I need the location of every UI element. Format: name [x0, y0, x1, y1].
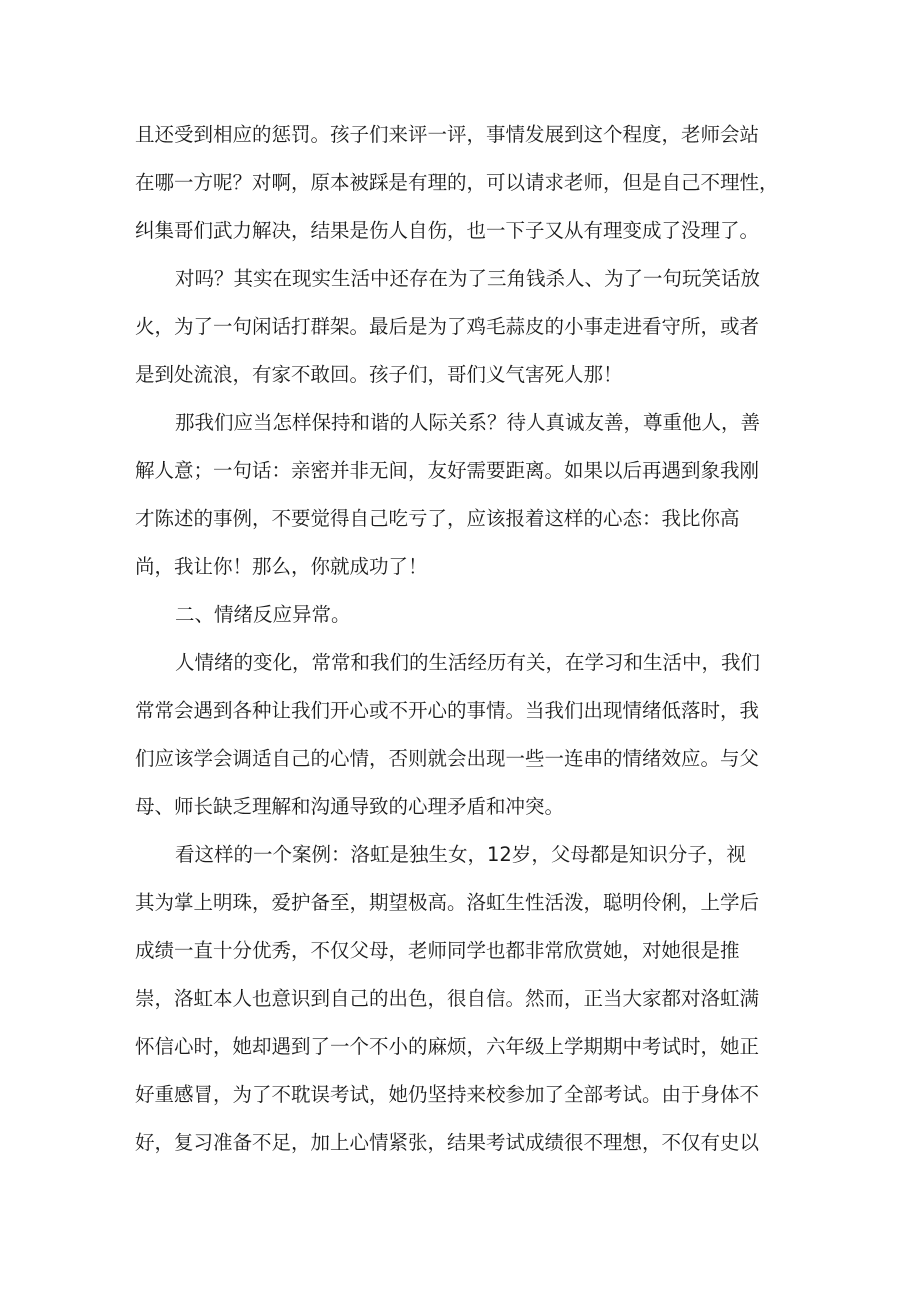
text-line: 人情绪的变化，常常和我们的生活经历有关，在学习和生活中，我们 [175, 651, 761, 674]
text-line: 常常会遇到各种让我们开心或不开心的事情。当我们出现情绪低落时，我 [135, 699, 760, 722]
text-line: 成绩一直十分优秀，不仅父母，老师同学也都非常欣赏她，对她很是推 [135, 939, 740, 962]
text-line: 尚，我让你！那么，你就成功了！ [135, 555, 428, 578]
text-line: 好重感冒，为了不耽误考试，她仍坚持来校参加了全部考试。由于身体不 [135, 1083, 760, 1106]
text-line: 其为掌上明珠，爱护备至，期望极高。洛虹生性活泼，聪明伶俐，上学后 [135, 891, 760, 914]
text-line: 在哪一方呢？对啊，原本被踩是有理的，可以请求老师，但是自己不理性， [135, 171, 779, 194]
text-line: 且还受到相应的惩罚。孩子们来评一评，事情发展到这个程度，老师会站 [135, 123, 760, 146]
text-line: 看这样的一个案例：洛虹是独生女，12岁，父母都是知识分子，视 [175, 843, 746, 866]
text-line: 纠集哥们武力解决，结果是伤人自伤，也一下子又从有理变成了没理了。 [135, 219, 760, 242]
text-line: 火，为了一句闲话打群架。最后是为了鸡毛蒜皮的小事走进看守所，或者 [135, 315, 760, 338]
text-line: 母、师长缺乏理解和沟通导致的心理矛盾和冲突。 [135, 795, 565, 818]
text-line: 怀信心时，她却遇到了一个不小的麻烦，六年级上学期期中考试时，她正 [135, 1035, 760, 1058]
text-line: 是到处流浪，有家不敢回。孩子们，哥们义气害死人那！ [135, 363, 623, 386]
text-line: 才陈述的事例，不要觉得自己吃亏了，应该报着这样的心态：我比你高 [135, 507, 740, 530]
text-line: 对吗？其实在现实生活中还存在为了三角钱杀人、为了一句玩笑话放 [175, 267, 761, 290]
text-line: 解人意；一句话：亲密并非无间，友好需要距离。如果以后再遇到象我刚 [135, 459, 760, 482]
text-line: 那我们应当怎样保持和谐的人际关系？待人真诚友善，尊重他人，善 [175, 411, 761, 434]
text-line: 们应该学会调适自己的心情，否则就会出现一些一连串的情绪效应。与父 [135, 747, 760, 770]
text-line: 崇，洛虹本人也意识到自己的出色，很自信。然而，正当大家都对洛虹满 [135, 987, 760, 1010]
section-heading: 二、情绪反应异常。 [175, 603, 351, 626]
text-line: 好，复习准备不足，加上心情紧张，结果考试成绩很不理想，不仅有史以 [135, 1131, 760, 1154]
